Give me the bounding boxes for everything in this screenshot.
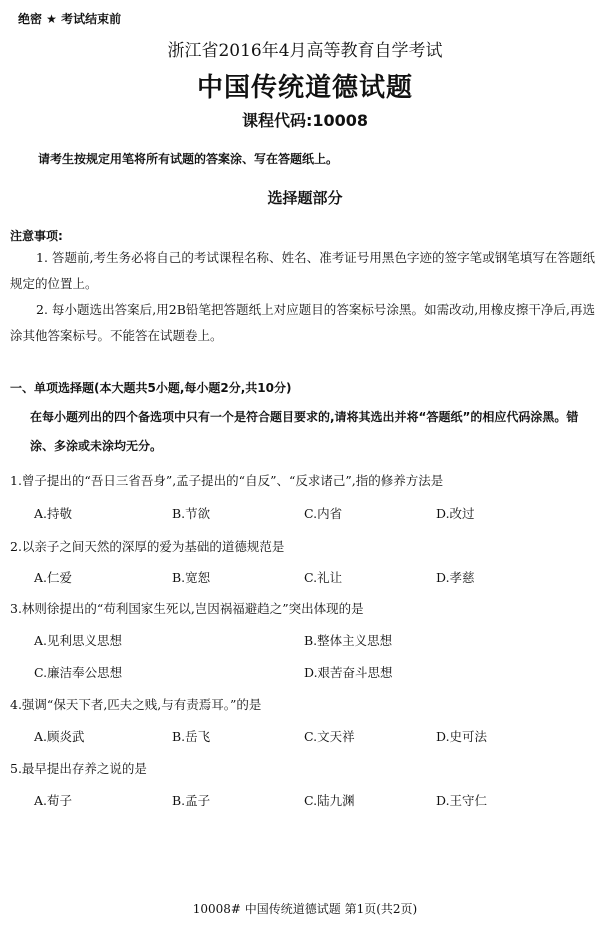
- question-2-option-c: C.礼让: [304, 570, 343, 585]
- question-1-stem: 1.曾子提出的“吾日三省吾身”,孟子提出的“自反”、“反求诸己”,指的修养方法是: [10, 473, 444, 488]
- question-4-option-b: B.岳飞: [172, 729, 211, 744]
- question-4-option-d: D.史可法: [436, 729, 488, 744]
- question-5-option-d: D.王守仁: [436, 793, 488, 808]
- question-1-option-c: C.内省: [304, 506, 343, 521]
- question-4-stem: 4.强调“保天下者,匹夫之贱,与有责焉耳。”的是: [10, 697, 262, 712]
- question-1-option-b: B.节欲: [172, 506, 211, 521]
- note-item-1: 1. 答题前,考生务必将自己的考试课程名称、姓名、准考证号用黑色字迹的签字笔或钢笔填写在答题纸规定的位置上。: [10, 250, 595, 291]
- question-2-option-b: B.宽恕: [172, 570, 211, 585]
- question-3-option-d: D.艰苦奋斗思想: [304, 665, 393, 680]
- question-4-option-a: A.顾炎武: [34, 729, 85, 744]
- exam-line: 浙江省2016年4月高等教育自学考试: [167, 41, 443, 61]
- question-5-option-c: C.陆九渊: [304, 793, 355, 808]
- course-code: 课程代码:10008: [241, 111, 369, 130]
- page-footer: 10008# 中国传统道德试题 第1页(共2页): [192, 902, 418, 916]
- question-2-stem: 2.以亲子之间天然的深厚的爱为基础的道德规范是: [10, 539, 285, 554]
- question-3-stem: 3.林则徐提出的“苟利国家生死以,岂因祸福避趋之”突出体现的是: [10, 601, 364, 616]
- question-3-option-c: C.廉洁奉公思想: [34, 665, 123, 680]
- note-item-2: 2. 每小题选出答案后,用2B铅笔把答题纸上对应题目的答案标号涂黑。如需改动,用橡皮擦干净后,再选涂其他答案标号。不能答在试题卷上。: [10, 302, 595, 343]
- question-2-option-a: A.仁爱: [34, 570, 73, 585]
- question-5-stem: 5.最早提出存养之说的是: [10, 761, 147, 776]
- question-1-option-d: D.改过: [436, 506, 475, 521]
- question-3-option-b: B.整体主义思想: [304, 633, 393, 648]
- general-instruction: 请考生按规定用笔将所有试题的答案涂、写在答题纸上。: [38, 152, 339, 166]
- notes-title: 注意事项:: [10, 229, 63, 243]
- single-choice-title: 一、单项选择题(本大题共5小题,每小题2分,共10分): [10, 381, 292, 395]
- question-4-option-c: C.文天祥: [304, 729, 355, 744]
- secret-mark: 绝密 ★ 考试结束前: [18, 12, 122, 26]
- section-heading: 选择题部分: [267, 189, 343, 207]
- question-3-option-a: A.见利思义思想: [34, 633, 123, 648]
- question-2-option-d: D.孝慈: [436, 570, 475, 585]
- single-choice-instruction: 在每小题列出的四个备选项中只有一个是符合题目要求的,请将其选出并将“答题纸”的相应代码涂黑。错涂、多涂或未涂均无分。: [30, 410, 579, 453]
- question-5-option-b: B.孟子: [172, 793, 211, 808]
- question-1-option-a: A.持敬: [34, 506, 73, 521]
- question-5-option-a: A.荀子: [34, 793, 73, 808]
- page-title: 中国传统道德试题: [196, 73, 413, 103]
